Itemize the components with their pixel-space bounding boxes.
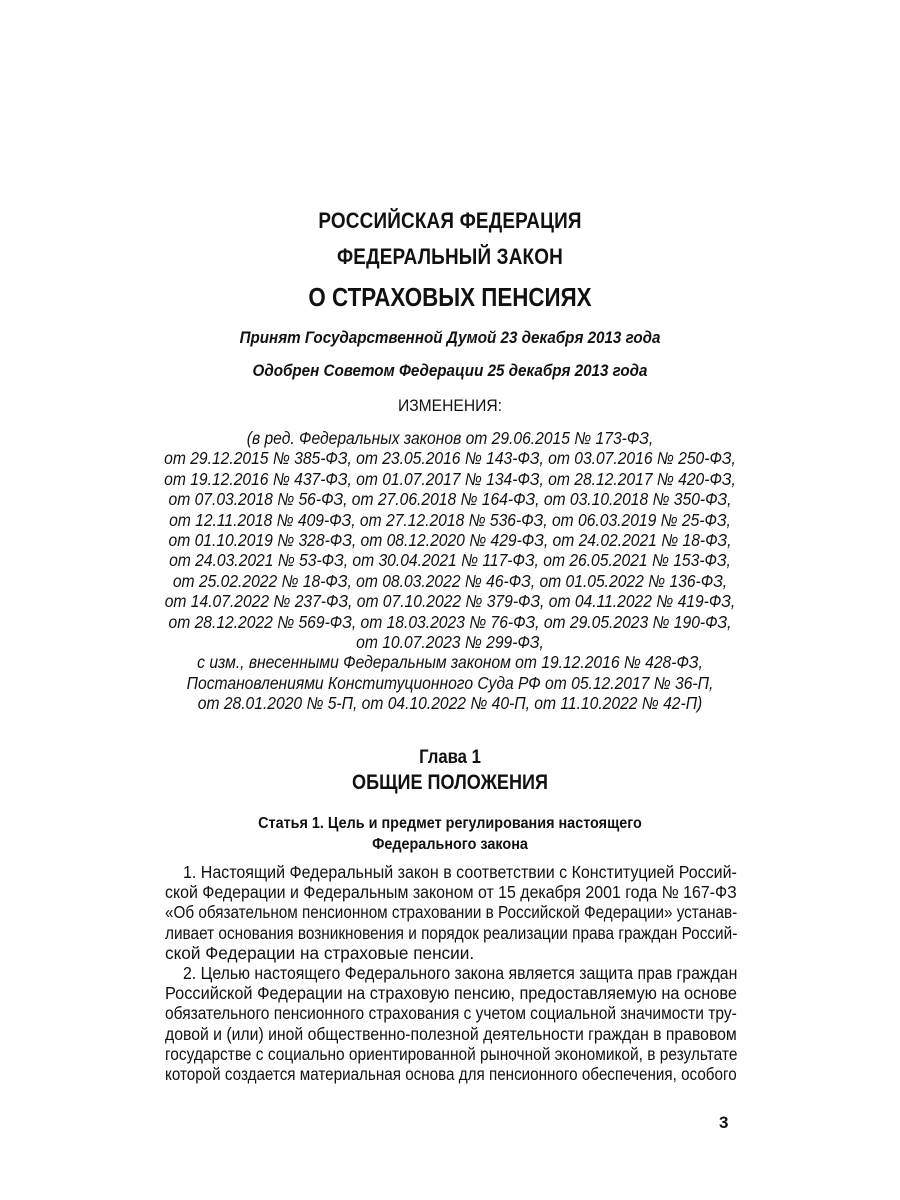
article-heading-line-2: Федерального закона: [372, 836, 528, 853]
approved-by-council: Одобрен Советом Федерации 25 декабря 2013 года: [252, 362, 648, 380]
paragraph-line: которой создается материальная основа для пенсионного обеспечения, особого: [165, 1064, 737, 1085]
paragraph-line: обязательного пенсионного страхования с учетом социальной значимости тру-: [165, 1003, 737, 1024]
paragraph-line: ской Федерации на страховые пенсии.: [165, 942, 475, 963]
document-type-heading: ФЕДЕРАЛЬНЫЙ ЗАКОН: [336, 244, 563, 269]
amendment-line: от 10.07.2023 № 299-ФЗ,: [356, 632, 544, 653]
changes-label: ИЗМЕНЕНИЯ:: [397, 396, 503, 415]
article-heading: [0, 813, 900, 855]
paragraph-line: ливает основания возникновения и порядок реализации права граждан Россий-: [165, 922, 738, 943]
amendment-line: от 12.11.2018 № 409-ФЗ, от 27.12.2018 № 536-ФЗ, от 06.03.2019 № 25-ФЗ,: [169, 509, 731, 530]
chapter-title: ОБЩИЕ ПОЛОЖЕНИЯ: [352, 771, 548, 794]
paragraph-line: довой и (или) иной общественно-полезной деятельности граждан в правовом: [165, 1023, 737, 1044]
article-body: [165, 862, 737, 1084]
amendment-line: (в ред. Федеральных законов от 29.06.2015 № 173-ФЗ,: [246, 428, 654, 448]
country-heading: РОССИЙСКАЯ ФЕДЕРАЦИЯ: [318, 208, 582, 233]
chapter-number: Глава 1: [419, 747, 481, 768]
amendment-line: от 29.12.2015 № 385-ФЗ, от 23.05.2016 № 143-ФЗ, от 03.07.2016 № 250-ФЗ,: [164, 448, 736, 469]
amendment-line: от 01.10.2019 № 328-ФЗ, от 08.12.2020 № 429-ФЗ, от 24.02.2021 № 18-ФЗ,: [168, 530, 732, 551]
page-number: 3: [719, 1113, 729, 1132]
amendment-line: от 28.01.2020 № 5-П, от 04.10.2022 № 40-П, от 11.10.2022 № 42-П): [197, 693, 703, 714]
amendments-list: [0, 428, 900, 714]
amendment-line: Постановлениями Конституционного Суда РФ от 05.12.2017 № 36-П,: [186, 672, 714, 693]
amendment-line: от 25.02.2022 № 18-ФЗ, от 08.03.2022 № 46-ФЗ, от 01.05.2022 № 136-ФЗ,: [172, 570, 728, 591]
paragraph-line: 2. Целью настоящего Федерального закона является защита прав граждан: [183, 963, 738, 984]
paragraph-line: государстве с социально ориентированной рыночной экономикой, в результате: [165, 1043, 738, 1064]
law-title: О СТРАХОВЫХ ПЕНСИЯХ: [308, 282, 592, 312]
amendment-line: от 28.12.2022 № 569-ФЗ, от 18.03.2023 № 76-ФЗ, от 29.05.2023 № 190-ФЗ,: [168, 611, 732, 632]
amendment-line: от 24.03.2021 № 53-ФЗ, от 30.04.2021 № 117-ФЗ, от 26.05.2021 № 153-ФЗ,: [169, 550, 731, 571]
paragraph-line: «Об обязательном пенсионном страховании в Российской Федерации» устанав-: [165, 902, 738, 923]
paragraph-line: ской Федерации и Федеральным законом от 15 декабря 2001 года № 167-ФЗ: [165, 882, 737, 903]
amendment-line: от 07.03.2018 № 56-ФЗ, от 27.06.2018 № 164-ФЗ, от 03.10.2018 № 350-ФЗ,: [168, 489, 732, 510]
amendment-line: с изм., внесенными Федеральным законом от 19.12.2016 № 428-ФЗ,: [197, 652, 703, 673]
article-heading-line-1: Статья 1. Цель и предмет регулирования настоящего: [258, 815, 642, 832]
amendment-line: от 14.07.2022 № 237-ФЗ, от 07.10.2022 № 379-ФЗ, от 04.11.2022 № 419-ФЗ,: [164, 591, 736, 612]
paragraph-line: Российской Федерации на страховую пенсию, предоставляемую на основе: [165, 983, 737, 1004]
adopted-by-duma: Принят Государственной Думой 23 декабря 2013 года: [239, 329, 661, 347]
paragraph-line: 1. Настоящий Федеральный закон в соответствии с Конституцией Россий-: [183, 862, 737, 882]
amendment-line: от 19.12.2016 № 437-ФЗ, от 01.07.2017 № 134-ФЗ, от 28.12.2017 № 420-ФЗ,: [164, 468, 736, 489]
